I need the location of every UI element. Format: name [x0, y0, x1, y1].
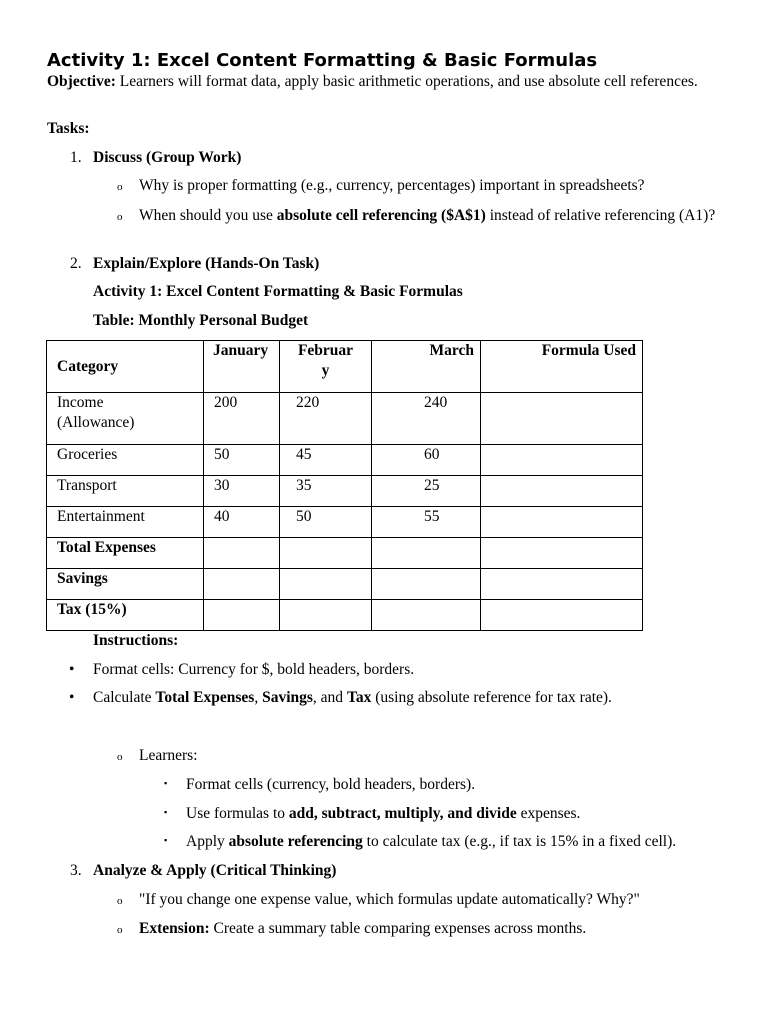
learners-item-3: Apply absolute referencing to calculate tax (e.g., if tax is 15% in a fixed cell).	[186, 833, 677, 850]
header-formula-used: Formula Used	[481, 341, 643, 393]
objective-label: Objective:	[47, 73, 116, 90]
cell-february: 45	[280, 445, 372, 476]
cell-formula	[481, 476, 643, 507]
task3-number: 3.	[70, 862, 82, 879]
bullet-icon: •	[69, 661, 75, 678]
cell-february	[280, 600, 372, 631]
task1-question-1: Why is proper formatting (e.g., currency, percentages) important in spreadsheets?	[139, 177, 645, 194]
cell-formula	[481, 569, 643, 600]
tasks-heading: Tasks:	[47, 120, 90, 137]
objective-text: Learners will format data, apply basic arithmetic operations, and use absolute cell references.	[115, 73, 698, 90]
table-row	[47, 507, 643, 538]
table-row	[47, 393, 643, 445]
table-row	[47, 600, 643, 631]
table-title: Table: Monthly Personal Budget	[93, 312, 309, 329]
cell-march: 25	[372, 476, 481, 507]
task1-question-2: When should you use absolute cell referencing ($A$1) instead of relative referencing (A1)?	[139, 207, 716, 224]
cell-category: Income (Allowance)	[47, 393, 204, 445]
cell-march	[372, 600, 481, 631]
cell-category: Groceries	[47, 445, 204, 476]
cell-formula	[481, 600, 643, 631]
cell-february	[280, 569, 372, 600]
circle-bullet-icon: o	[117, 181, 123, 193]
table-row	[47, 445, 643, 476]
cell-formula	[481, 538, 643, 569]
square-bullet-icon: ▪	[164, 835, 168, 845]
instruction-1: Format cells: Currency for $, bold headers, borders.	[93, 661, 415, 678]
cell-february: 220	[280, 393, 372, 445]
table-row	[47, 476, 643, 507]
task2-title: Explain/Explore (Hands-On Task)	[93, 255, 320, 272]
cell-march: 55	[372, 507, 481, 538]
cell-category: Tax (15%)	[47, 600, 204, 631]
cell-january	[204, 569, 280, 600]
task3-title: Analyze & Apply (Critical Thinking)	[93, 862, 337, 879]
cell-february	[280, 538, 372, 569]
cell-january: 200	[204, 393, 280, 445]
page-title: Activity 1: Excel Content Formatting & Basic Formulas	[47, 50, 598, 71]
learners-item-2: Use formulas to add, subtract, multiply, and divide expenses.	[186, 805, 581, 822]
task3-extension: Extension: Create a summary table comparing expenses across months.	[139, 920, 587, 937]
cell-category: Transport	[47, 476, 204, 507]
square-bullet-icon: ▪	[164, 807, 168, 817]
cell-category: Total Expenses	[47, 538, 204, 569]
task3-question: "If you change one expense value, which formulas update automatically? Why?"	[139, 891, 640, 908]
objective	[47, 72, 720, 92]
table-row	[47, 538, 643, 569]
instruction-2: Calculate Total Expenses, Savings, and Tax (using absolute reference for tax rate).	[93, 689, 612, 706]
circle-bullet-icon: o	[117, 211, 123, 223]
learners-label: Learners:	[139, 747, 198, 764]
task1-number: 1.	[70, 149, 82, 166]
cell-formula	[481, 507, 643, 538]
cell-february: 50	[280, 507, 372, 538]
instructions-heading: Instructions:	[93, 632, 179, 649]
task2-number: 2.	[70, 255, 82, 272]
task1-title: Discuss (Group Work)	[93, 149, 242, 166]
cell-march: 240	[372, 393, 481, 445]
square-bullet-icon: ▪	[164, 778, 168, 788]
table-row	[47, 569, 643, 600]
cell-march	[372, 569, 481, 600]
bullet-icon: •	[69, 689, 75, 706]
cell-january: 50	[204, 445, 280, 476]
budget-table	[46, 340, 643, 631]
circle-bullet-icon: o	[117, 751, 123, 763]
activity-subtitle: Activity 1: Excel Content Formatting & Basic Formulas	[93, 283, 463, 300]
cell-january	[204, 600, 280, 631]
cell-formula	[481, 445, 643, 476]
cell-january: 40	[204, 507, 280, 538]
circle-bullet-icon: o	[117, 924, 123, 936]
header-category: Category	[47, 341, 204, 393]
header-march: March	[372, 341, 481, 393]
cell-formula	[481, 393, 643, 445]
cell-category: Savings	[47, 569, 204, 600]
learners-item-1: Format cells (currency, bold headers, borders).	[186, 776, 476, 793]
table-header-row	[47, 341, 643, 393]
header-january: January	[204, 341, 280, 393]
cell-march: 60	[372, 445, 481, 476]
cell-march	[372, 538, 481, 569]
cell-january	[204, 538, 280, 569]
cell-february: 35	[280, 476, 372, 507]
cell-category: Entertainment	[47, 507, 204, 538]
cell-january: 30	[204, 476, 280, 507]
circle-bullet-icon: o	[117, 895, 123, 907]
header-february: Februar y	[280, 341, 372, 393]
